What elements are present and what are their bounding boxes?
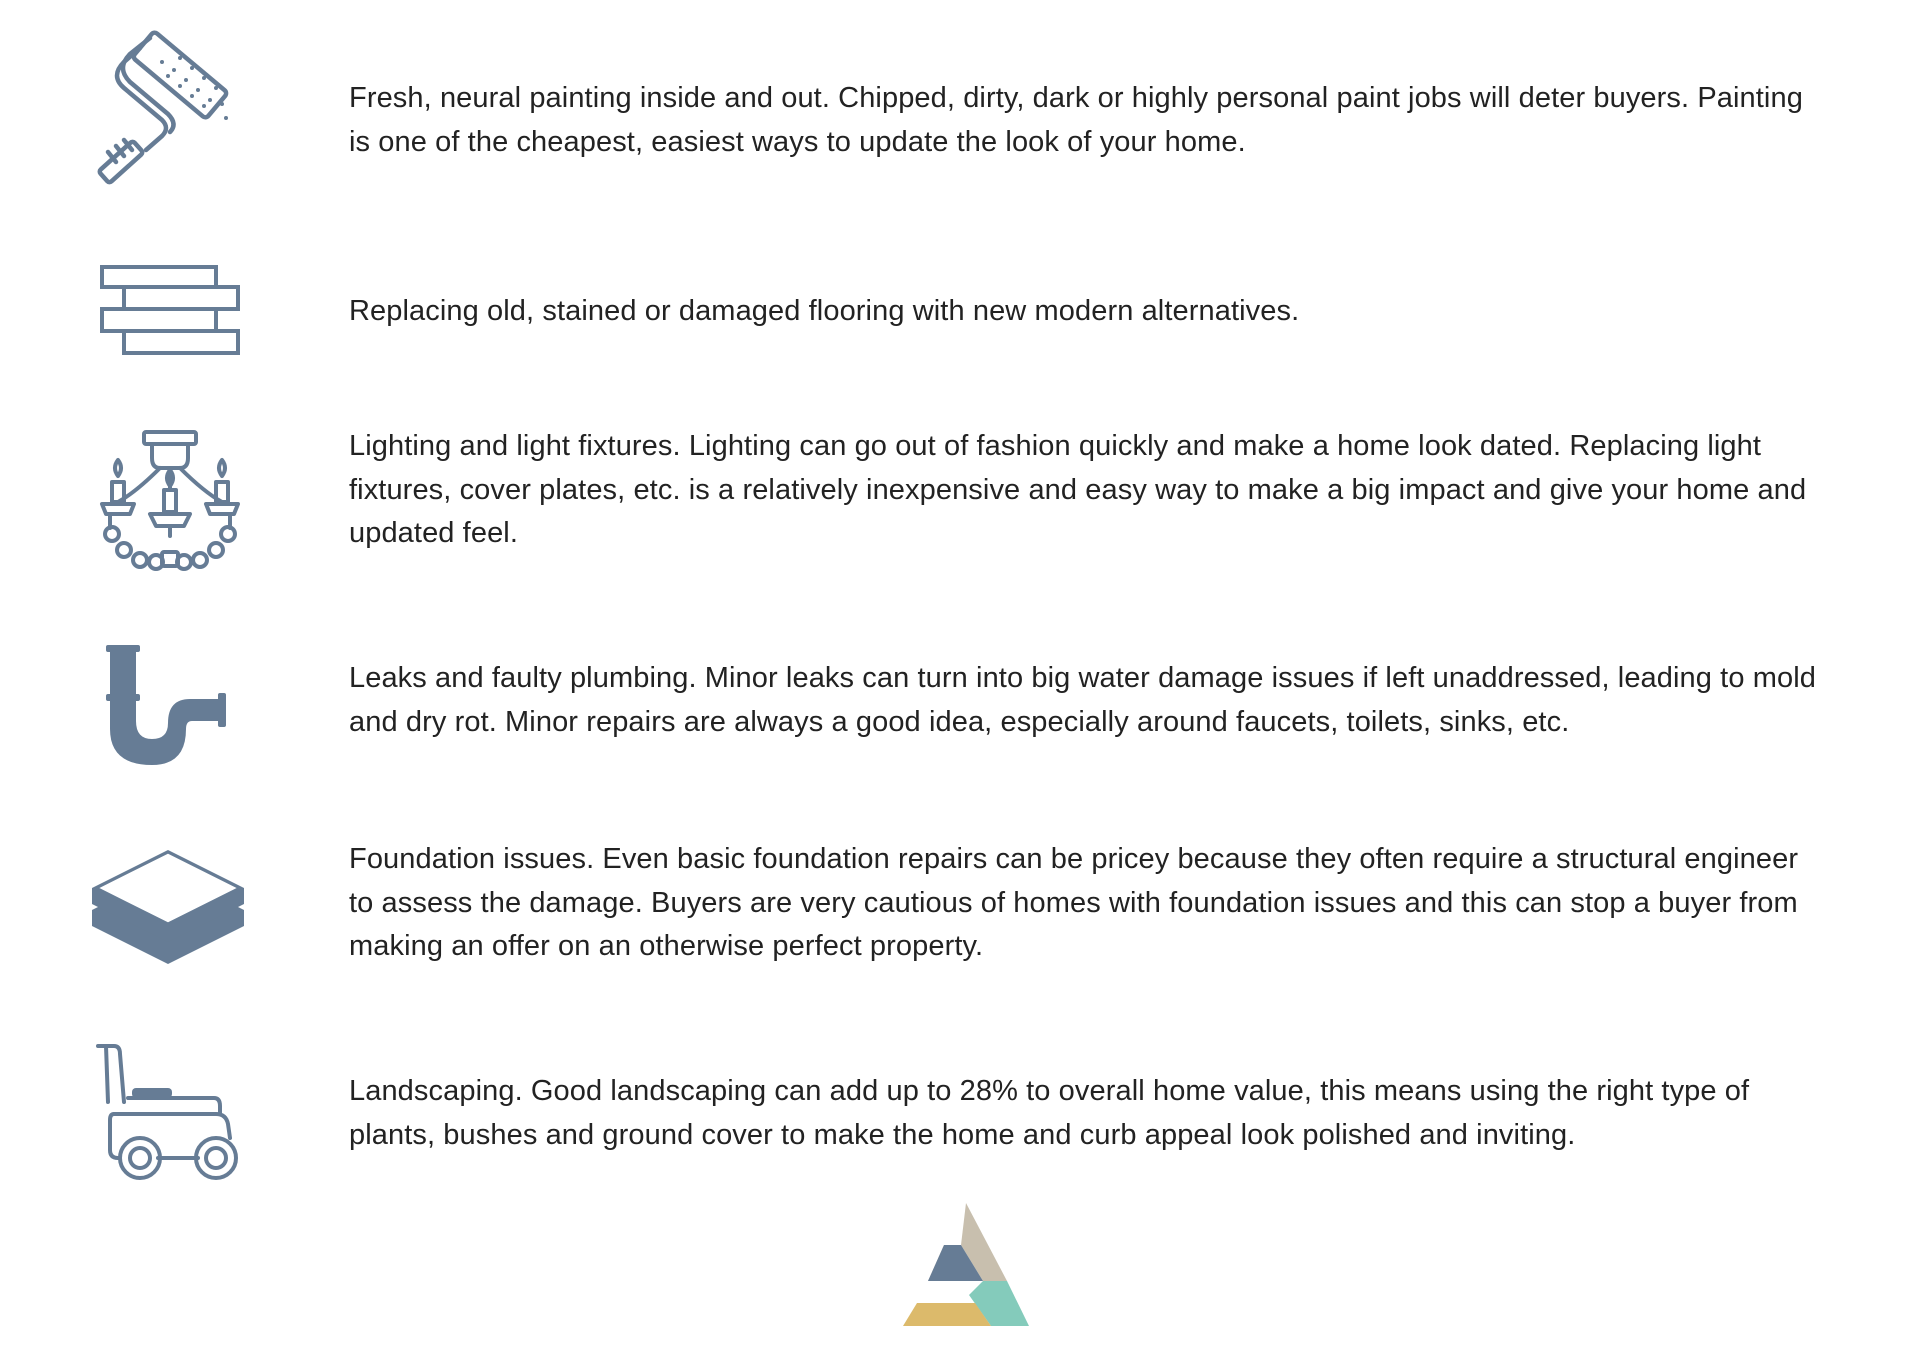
- triangle-logo-icon: [903, 1203, 1033, 1333]
- item-text: Replacing old, stained or damaged flooring with new modern alternatives.: [349, 295, 1300, 327]
- chandelier-icon: [80, 428, 260, 573]
- paint-roller-icon: [80, 28, 260, 198]
- flooring-planks-icon: [80, 265, 260, 361]
- lawn-mower-icon: [80, 1040, 260, 1180]
- plumbing-pipe-icon: [80, 643, 260, 771]
- foundation-layers-icon: [80, 840, 260, 980]
- item-text: Leaks and faulty plumbing. Minor leaks can turn into big water damage issues if left unaddressed, leading to mold and dry rot. Minor repairs are always a good idea, especially around faucets, toilets, sinks, etc.: [349, 662, 1816, 738]
- item-text: Lighting and light fixtures. Lighting can go out of fashion quickly and make a home look dated. Replacing light fixtures, cover plates, etc. is a relatively inexpensive and easy way to make a big impact and give your home and updated feel.: [349, 430, 1807, 549]
- item-text: Fresh, neural painting inside and out. Chipped, dirty, dark or highly personal paint jobs will deter buyers. Painting is one of the cheapest, easiest ways to update the look of your home.: [349, 82, 1803, 158]
- item-text: Landscaping. Good landscaping can add up to 28% to overall home value, this means using the right type of plants, bushes and ground cover to make the home and curb appeal look polished and inviting.: [349, 1075, 1750, 1151]
- item-text: Foundation issues. Even basic foundation repairs can be pricey because they often require a structural engineer to assess the damage. Buyers are very cautious of homes with foundation issues and this can stop a buyer from making an offer on an otherwise perfect property.: [349, 843, 1799, 962]
